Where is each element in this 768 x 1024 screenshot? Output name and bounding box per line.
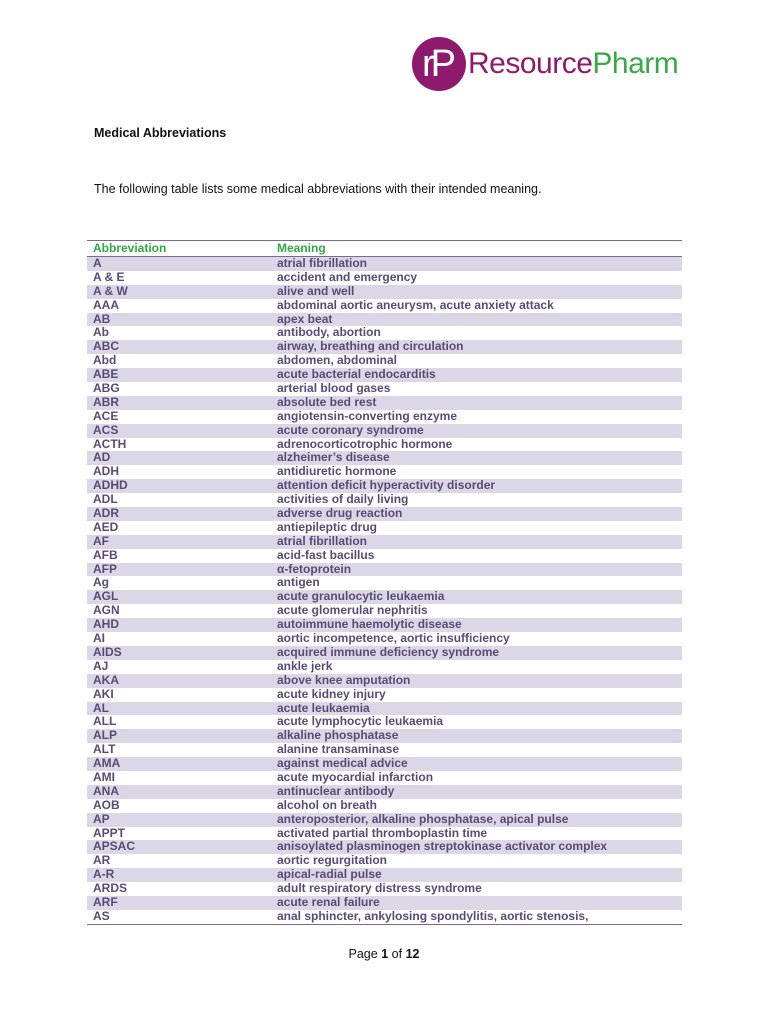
table-row xyxy=(87,576,682,590)
table-row xyxy=(87,702,682,716)
header-meaning: Meaning xyxy=(277,241,326,255)
current-page: 1 xyxy=(381,947,389,961)
abbreviations-table xyxy=(87,240,682,925)
meaning-cell: acquired immune deficiency syndrome xyxy=(277,645,500,659)
meaning-cell: acute myocardial infarction xyxy=(277,770,434,784)
abbreviation-cell: A & E xyxy=(93,270,125,284)
table-row xyxy=(87,410,682,424)
logo-wordmark xyxy=(468,49,678,79)
abbreviation-cell: ADHD xyxy=(93,479,128,493)
table-row xyxy=(87,785,682,799)
table-row xyxy=(87,368,682,382)
meaning-cell: adrenocorticotrophic hormone xyxy=(277,437,453,451)
abbreviation-cell: AFP xyxy=(93,562,117,576)
table-row xyxy=(87,549,682,563)
table-row xyxy=(87,771,682,785)
meaning-cell: anal sphincter, ankylosing spondylitis, aortic stenosis, xyxy=(277,909,589,923)
meaning-cell: acute leukaemia xyxy=(277,701,370,715)
table-row xyxy=(87,604,682,618)
abbreviation-cell: AAA xyxy=(93,298,119,312)
table-row xyxy=(87,618,682,632)
meaning-cell: antigen xyxy=(277,576,320,590)
page-footer xyxy=(0,947,768,961)
abbreviation-cell: APPT xyxy=(93,826,126,840)
page-label: Page xyxy=(348,947,378,961)
abbreviation-cell: A xyxy=(93,257,102,270)
intro-paragraph: The following table lists some medical abbreviations with their intended meaning. xyxy=(94,182,542,196)
abbreviation-cell: AKI xyxy=(93,687,114,701)
meaning-cell: adverse drug reaction xyxy=(277,507,403,521)
meaning-cell: atrial fibrillation xyxy=(277,534,368,548)
abbreviation-cell: ABR xyxy=(93,395,119,409)
logo-mark: rP xyxy=(412,37,466,91)
meaning-cell: activated partial thromboplastin time xyxy=(277,826,488,840)
table-row xyxy=(87,521,682,535)
abbreviation-cell: ACE xyxy=(93,409,119,423)
abbreviation-cell: AGN xyxy=(93,604,120,618)
page-title: Medical Abbreviations xyxy=(94,126,227,140)
meaning-cell: anisoylated plasminogen streptokinase activator complex xyxy=(277,840,608,854)
abbreviation-cell: APSAC xyxy=(93,840,136,854)
table-row xyxy=(87,535,682,549)
table-row xyxy=(87,674,682,688)
meaning-cell: arterial blood gases xyxy=(277,382,391,396)
abbreviation-cell: ALL xyxy=(93,715,117,729)
resourcepharm-logo xyxy=(412,36,678,92)
meaning-cell: abdominal aortic aneurysm, acute anxiety attack xyxy=(277,298,554,312)
meaning-cell: against medical advice xyxy=(277,757,408,771)
meaning-cell: acute lymphocytic leukaemia xyxy=(277,715,444,729)
abbreviation-cell: AJ xyxy=(93,659,109,673)
meaning-cell: aortic incompetence, aortic insufficiency xyxy=(277,632,510,646)
meaning-cell: angiotensin-converting enzyme xyxy=(277,409,458,423)
meaning-cell: antidiuretic hormone xyxy=(277,465,397,479)
abbreviation-cell: Ab xyxy=(93,326,109,340)
meaning-cell: alive and well xyxy=(277,284,355,298)
abbreviation-cell: AI xyxy=(93,632,105,646)
abbreviation-cell: AGL xyxy=(93,590,119,604)
meaning-cell: ankle jerk xyxy=(277,659,333,673)
meaning-cell: apex beat xyxy=(277,312,333,326)
meaning-cell: acute coronary syndrome xyxy=(277,423,424,437)
abbreviation-cell: AKA xyxy=(93,673,119,687)
table-row xyxy=(87,799,682,813)
meaning-cell: acute renal failure xyxy=(277,895,380,909)
abbreviation-cell: AIDS xyxy=(93,645,122,659)
meaning-cell: airway, breathing and circulation xyxy=(277,340,464,354)
table-row xyxy=(87,688,682,702)
table-row xyxy=(87,465,682,479)
abbreviation-cell: ARF xyxy=(93,895,118,909)
table-row xyxy=(87,743,682,757)
meaning-cell: absolute bed rest xyxy=(277,395,377,409)
table-row xyxy=(87,632,682,646)
table-row xyxy=(87,868,682,882)
abbreviation-cell: A & W xyxy=(93,284,128,298)
table-row xyxy=(87,271,682,285)
table-row xyxy=(87,382,682,396)
abbreviation-cell: ALP xyxy=(93,729,117,743)
meaning-cell: antiepileptic drug xyxy=(277,520,378,534)
meaning-cell: aortic regurgitation xyxy=(277,854,388,868)
meaning-cell: apical-radial pulse xyxy=(277,868,382,882)
abbreviation-cell: AMA xyxy=(93,757,121,771)
table-row xyxy=(87,507,682,521)
table-row xyxy=(87,313,682,327)
abbreviation-cell: AP xyxy=(93,812,110,826)
meaning-cell: above knee amputation xyxy=(277,673,411,687)
table-row xyxy=(87,854,682,868)
abbreviation-cell: AOB xyxy=(93,798,120,812)
meaning-cell: abdomen, abdominal xyxy=(277,354,398,368)
table-row xyxy=(87,354,682,368)
table-row xyxy=(87,827,682,841)
abbreviation-cell: AR xyxy=(93,854,111,868)
meaning-cell: activities of daily living xyxy=(277,493,409,507)
table-row xyxy=(87,646,682,660)
abbreviation-cell: AMI xyxy=(93,770,115,784)
table-row xyxy=(87,715,682,729)
abbreviation-cell: ARDS xyxy=(93,882,128,896)
meaning-cell: anteroposterior, alkaline phosphatase, apical pulse xyxy=(277,812,569,826)
abbreviation-cell: Abd xyxy=(93,354,117,368)
table-row xyxy=(87,479,682,493)
meaning-cell: atrial fibrillation xyxy=(277,257,368,270)
meaning-cell: adult respiratory distress syndrome xyxy=(277,882,482,896)
table-body xyxy=(87,257,682,924)
meaning-cell: alzheimer’s disease xyxy=(277,451,390,465)
abbreviation-cell: ALT xyxy=(93,743,116,757)
abbreviation-cell: Ag xyxy=(93,576,109,590)
meaning-cell: acute kidney injury xyxy=(277,687,386,701)
abbreviation-cell: A-R xyxy=(93,868,115,882)
abbreviation-cell: ABE xyxy=(93,368,119,382)
logo-word-resource: Resource xyxy=(468,47,593,80)
table-row xyxy=(87,882,682,896)
table-row xyxy=(87,757,682,771)
meaning-cell: antibody, abortion xyxy=(277,326,381,340)
table-row xyxy=(87,285,682,299)
table-header xyxy=(87,241,682,257)
meaning-cell: α-fetoprotein xyxy=(277,562,352,576)
abbreviation-cell: ADH xyxy=(93,465,119,479)
abbreviation-cell: ADR xyxy=(93,507,119,521)
abbreviation-cell: ABC xyxy=(93,340,119,354)
table-row xyxy=(87,257,682,271)
table-row xyxy=(87,590,682,604)
meaning-cell: antinuclear antibody xyxy=(277,784,395,798)
meaning-cell: alcohol on breath xyxy=(277,798,378,812)
abbreviation-cell: ABG xyxy=(93,382,120,396)
table-row xyxy=(87,910,682,924)
meaning-cell: accident and emergency xyxy=(277,270,418,284)
abbreviation-cell: AB xyxy=(93,312,111,326)
table-row xyxy=(87,340,682,354)
table-row xyxy=(87,563,682,577)
meaning-cell: acute bacterial endocarditis xyxy=(277,368,436,382)
meaning-cell: acid-fast bacillus xyxy=(277,548,375,562)
meaning-cell: attention deficit hyperactivity disorder xyxy=(277,479,496,493)
of-label: of xyxy=(391,947,403,961)
abbreviation-cell: AF xyxy=(93,534,109,548)
table-row xyxy=(87,396,682,410)
abbreviation-cell: AL xyxy=(93,701,109,715)
header-abbreviation: Abbreviation xyxy=(93,241,167,255)
abbreviation-cell: AD xyxy=(93,451,111,465)
table-row xyxy=(87,896,682,910)
meaning-cell: alkaline phosphatase xyxy=(277,729,399,743)
abbreviation-cell: AFB xyxy=(93,548,118,562)
abbreviation-cell: ANA xyxy=(93,784,119,798)
table-row xyxy=(87,299,682,313)
abbreviation-cell: ACS xyxy=(93,423,119,437)
meaning-cell: acute glomerular nephritis xyxy=(277,604,428,618)
table-row xyxy=(87,660,682,674)
abbreviation-cell: ADL xyxy=(93,493,118,507)
total-pages: 12 xyxy=(405,947,420,961)
table-row xyxy=(87,451,682,465)
table-row xyxy=(87,813,682,827)
table-row xyxy=(87,424,682,438)
logo-word-pharm: Pharm xyxy=(592,47,679,80)
abbreviation-cell: AED xyxy=(93,520,119,534)
abbreviation-cell: AHD xyxy=(93,618,119,632)
meaning-cell: acute granulocytic leukaemia xyxy=(277,590,445,604)
table-row xyxy=(87,729,682,743)
abbreviation-cell: AS xyxy=(93,909,110,923)
table-row xyxy=(87,493,682,507)
table-row xyxy=(87,840,682,854)
abbreviation-cell: ACTH xyxy=(93,437,127,451)
meaning-cell: autoimmune haemolytic disease xyxy=(277,618,462,632)
meaning-cell: alanine transaminase xyxy=(277,743,400,757)
table-row xyxy=(87,438,682,452)
table-row xyxy=(87,326,682,340)
